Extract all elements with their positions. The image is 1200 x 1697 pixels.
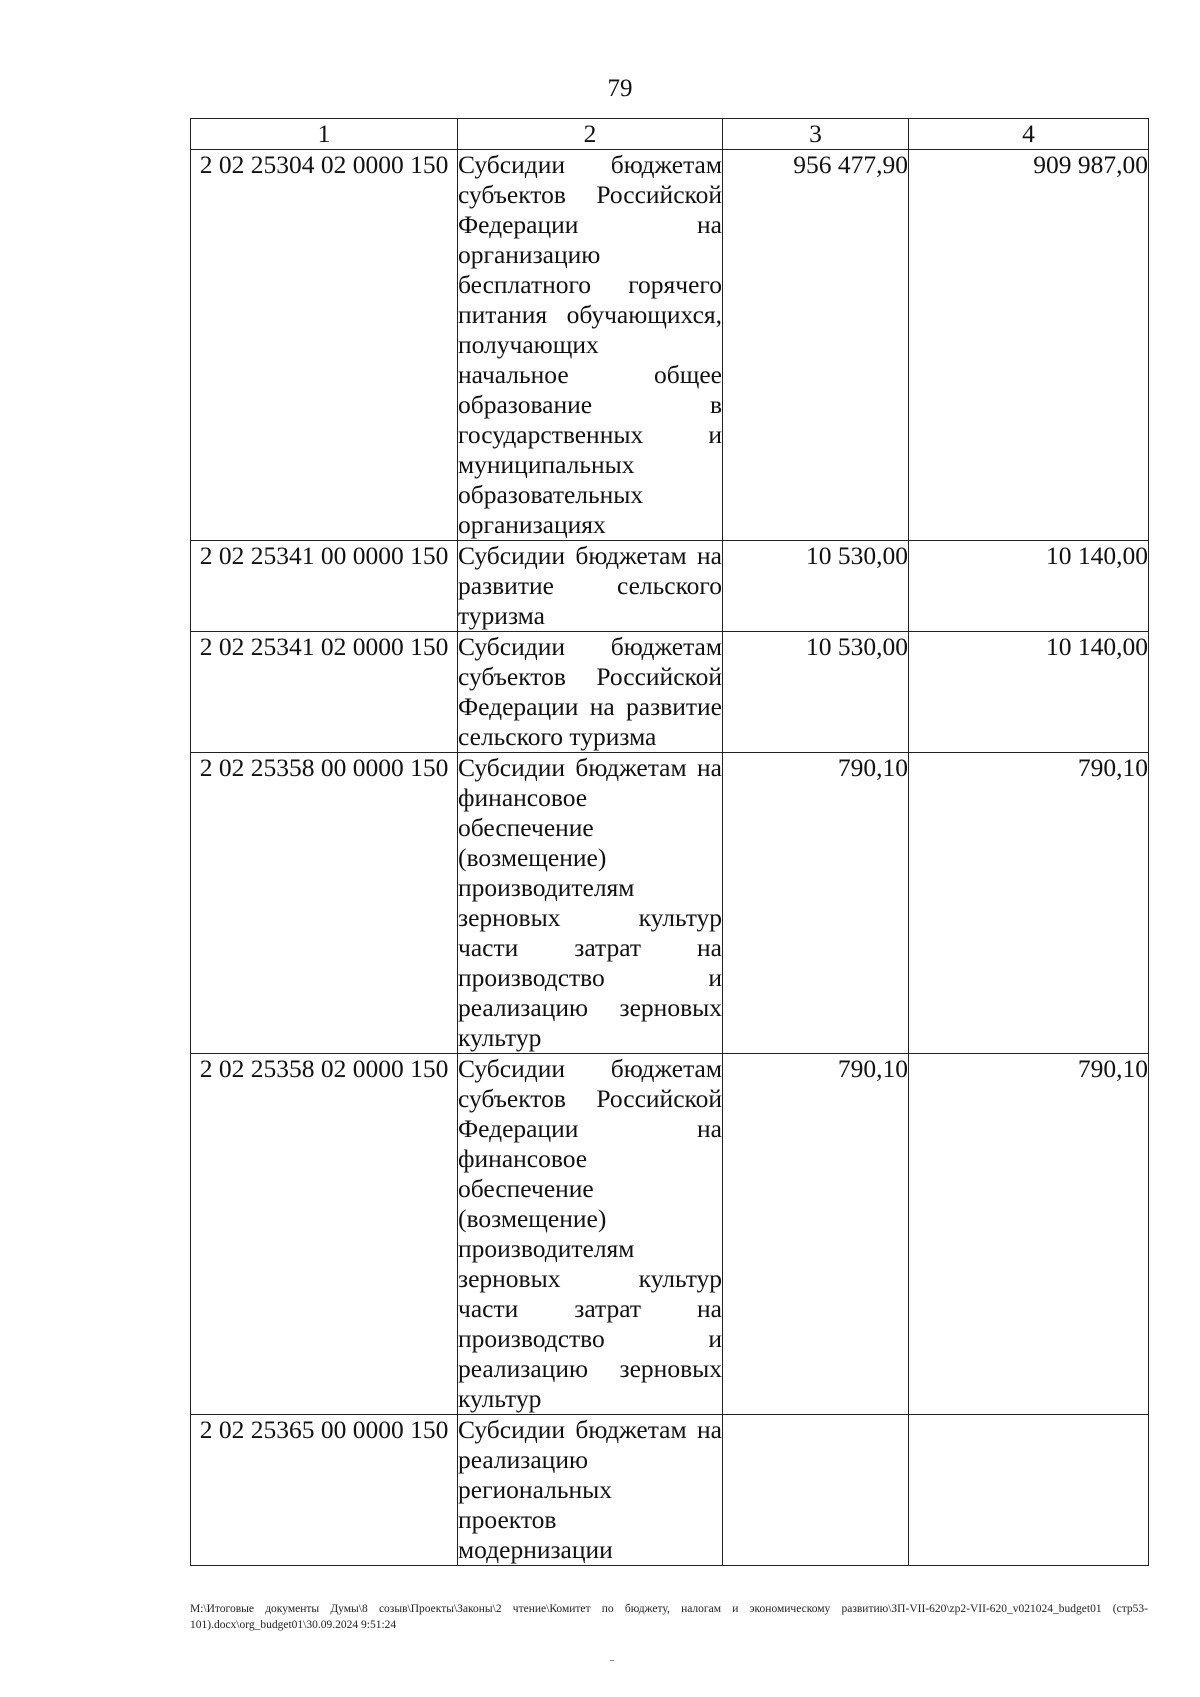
description-line: зерновых культур xyxy=(458,1264,722,1293)
description-line: Федерации на развитие xyxy=(458,692,722,721)
description-line: модернизации xyxy=(458,1535,613,1564)
scan-mark xyxy=(610,1660,614,1661)
header-col-3: 3 xyxy=(723,119,909,150)
table-row xyxy=(191,1054,1149,1415)
description-line: Субсидии бюджетам на xyxy=(458,753,722,782)
table-row xyxy=(191,753,1149,1054)
description xyxy=(458,541,723,632)
header-col-2: 2 xyxy=(458,119,723,150)
description-line: сельского туризма xyxy=(458,722,657,751)
budget-code: 2 02 25365 00 0000 150 xyxy=(191,1415,458,1566)
description-line: Субсидии бюджетам xyxy=(458,150,722,179)
description-line: образование в xyxy=(458,390,722,419)
description-line: питания обучающихся, xyxy=(458,300,722,329)
amount-col-3: 790,10 xyxy=(723,1054,909,1415)
amount-col-3 xyxy=(723,1415,909,1566)
amount-col-3: 956 477,90 xyxy=(723,150,909,541)
description-line: производителям xyxy=(458,1234,635,1263)
amount-col-3: 790,10 xyxy=(723,753,909,1054)
budget-table xyxy=(190,118,1149,1566)
footer-file-path: M:\Итоговые документы Думы\8 созыв\Проекты\Законы\2 чтение\Комитет по бюджету, налогам и экономическому развитию\ЗП-VII-620\zp2-VII-620_v021024_budget01 (стр53-101).docx\org_budget01\30.09.2024 9:51:24 xyxy=(190,1603,1148,1631)
description-line: Субсидии бюджетам xyxy=(458,1054,722,1083)
description-line: образовательных xyxy=(458,480,644,509)
description-line: Федерации на xyxy=(458,210,722,239)
budget-code: 2 02 25341 00 0000 150 xyxy=(191,541,458,632)
description xyxy=(458,1415,723,1566)
description-line: проектов xyxy=(458,1505,557,1534)
description-line: реализацию зерновых xyxy=(458,993,722,1022)
description-line: Субсидии бюджетам на xyxy=(458,1415,722,1444)
description-line: Субсидии бюджетам xyxy=(458,632,722,661)
description-line: получающих xyxy=(458,330,599,359)
description-line: реализацию xyxy=(458,1445,589,1474)
table-header-row xyxy=(191,119,1149,150)
description-line: бесплатного горячего xyxy=(458,270,722,299)
amount-col-4: 790,10 xyxy=(909,753,1149,1054)
description-line: части затрат на xyxy=(458,1294,722,1323)
description-line: (возмещение) xyxy=(458,1204,607,1233)
description-line: субъектов Российской xyxy=(458,1084,722,1113)
description xyxy=(458,1054,723,1415)
table-row xyxy=(191,541,1149,632)
page-number: 79 xyxy=(607,75,633,102)
description-line: муниципальных xyxy=(458,450,635,479)
amount-col-3: 10 530,00 xyxy=(723,632,909,753)
amount-col-3: 10 530,00 xyxy=(723,541,909,632)
description xyxy=(458,753,723,1054)
description-line: производителям xyxy=(458,873,635,902)
budget-code: 2 02 25358 02 0000 150 xyxy=(191,1054,458,1415)
amount-col-4 xyxy=(909,1415,1149,1566)
description-line: организациях xyxy=(458,510,606,539)
description-line: зерновых культур xyxy=(458,903,722,932)
budget-code: 2 02 25304 02 0000 150 xyxy=(191,150,458,541)
amount-col-4: 10 140,00 xyxy=(909,541,1149,632)
description-line: обеспечение xyxy=(458,813,594,842)
description-line: финансовое xyxy=(458,783,588,812)
description-line: субъектов Российской xyxy=(458,662,722,691)
amount-col-4: 790,10 xyxy=(909,1054,1149,1415)
table-row xyxy=(191,1415,1149,1566)
budget-code: 2 02 25358 00 0000 150 xyxy=(191,753,458,1054)
description-line: производство и xyxy=(458,963,722,992)
description-line: государственных и xyxy=(458,420,722,449)
header-col-4: 4 xyxy=(909,119,1149,150)
description-line: организацию xyxy=(458,240,601,269)
budget-code: 2 02 25341 02 0000 150 xyxy=(191,632,458,753)
table-row xyxy=(191,150,1149,541)
description-line: Субсидии бюджетам на xyxy=(458,541,722,570)
description-line: обеспечение xyxy=(458,1174,594,1203)
description-line: части затрат на xyxy=(458,933,722,962)
description xyxy=(458,150,723,541)
description-line: развитие сельского xyxy=(458,571,722,600)
description-line: реализацию зерновых xyxy=(458,1354,722,1383)
description-line: культур xyxy=(458,1023,542,1052)
description-line: Федерации на xyxy=(458,1114,722,1143)
table-row xyxy=(191,632,1149,753)
description-line: начальное общее xyxy=(458,360,722,389)
description-line: финансовое xyxy=(458,1144,588,1173)
amount-col-4: 909 987,00 xyxy=(909,150,1149,541)
description-line: региональных xyxy=(458,1475,612,1504)
description-line: туризма xyxy=(458,601,545,630)
description-line: субъектов Российской xyxy=(458,180,722,209)
header-col-1: 1 xyxy=(191,119,458,150)
description-line: производство и xyxy=(458,1324,722,1353)
description-line: (возмещение) xyxy=(458,843,607,872)
amount-col-4: 10 140,00 xyxy=(909,632,1149,753)
description xyxy=(458,632,723,753)
description-line: культур xyxy=(458,1384,542,1413)
